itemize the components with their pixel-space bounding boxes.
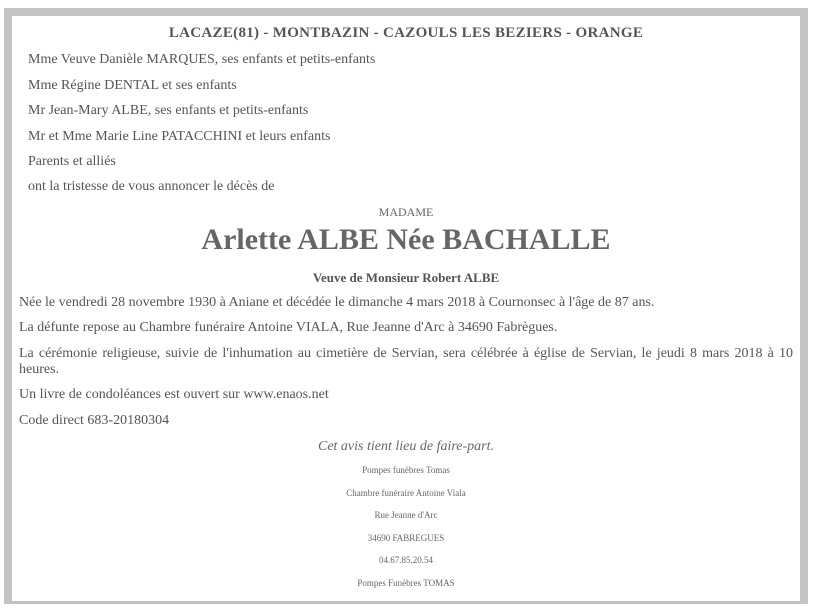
obituary-card (12, 16, 800, 601)
notice-text: Cet avis tient lieu de faire-part. (317, 439, 494, 454)
locations-header: LACAZE(81) - MONTBAZIN - CAZOULS LES BEZIERS - ORANGE (168, 25, 644, 41)
funeral-signature: Pompes Funèbres TOMAS (357, 578, 455, 588)
announcement-line: ont la tristesse de vous annoncer le décès de (28, 179, 275, 194)
funeral-city: 34690 FABREGUES (367, 533, 445, 543)
funeral-chamber: Chambre funéraire Antoine Viala (346, 488, 466, 498)
family-line: Mr Jean-Mary ALBE, ses enfants et petits-enfants (28, 103, 309, 118)
deceased-subtitle: Veuve de Monsieur Robert ALBE (312, 270, 500, 285)
condolence-info: Un livre de condoléances est ouvert sur www.enaos.net (19, 387, 329, 402)
funeral-home-name: Pompes funèbres Tomas (362, 465, 450, 475)
direct-code: Code direct 683-20180304 (19, 413, 170, 428)
family-line: Mme Régine DENTAL et ses enfants (28, 78, 237, 93)
funeral-phone: 04.67.85.20.54 (379, 555, 433, 565)
family-line: Parents et alliés (28, 154, 116, 169)
rest-location-info: La défunte repose au Chambre funéraire Antoine VIALA, Rue Jeanne d'Arc à 34690 Fabrègues. (19, 320, 558, 335)
ceremony-info: La cérémonie religieuse, suivie de l'inhumation au cimetière de Servian, sera célébrée à église de Servian, le jeudi 8 mars 2018 à 10 heures. (19, 346, 793, 377)
funeral-street: Rue Jeanne d'Arc (374, 510, 438, 520)
deceased-title: MADAME (378, 205, 434, 219)
deceased-name: Arlette ALBE Née BACHALLE (201, 223, 611, 256)
birth-death-info: Née le vendredi 28 novembre 1930 à Aniane et décédée le dimanche 4 mars 2018 à Cournonsec à l'âge de 87 ans. (19, 295, 655, 310)
family-line: Mr et Mme Marie Line PATACCHINI et leurs enfants (28, 129, 331, 144)
family-line: Mme Veuve Danièle MARQUES, ses enfants et petits-enfants (28, 52, 376, 67)
